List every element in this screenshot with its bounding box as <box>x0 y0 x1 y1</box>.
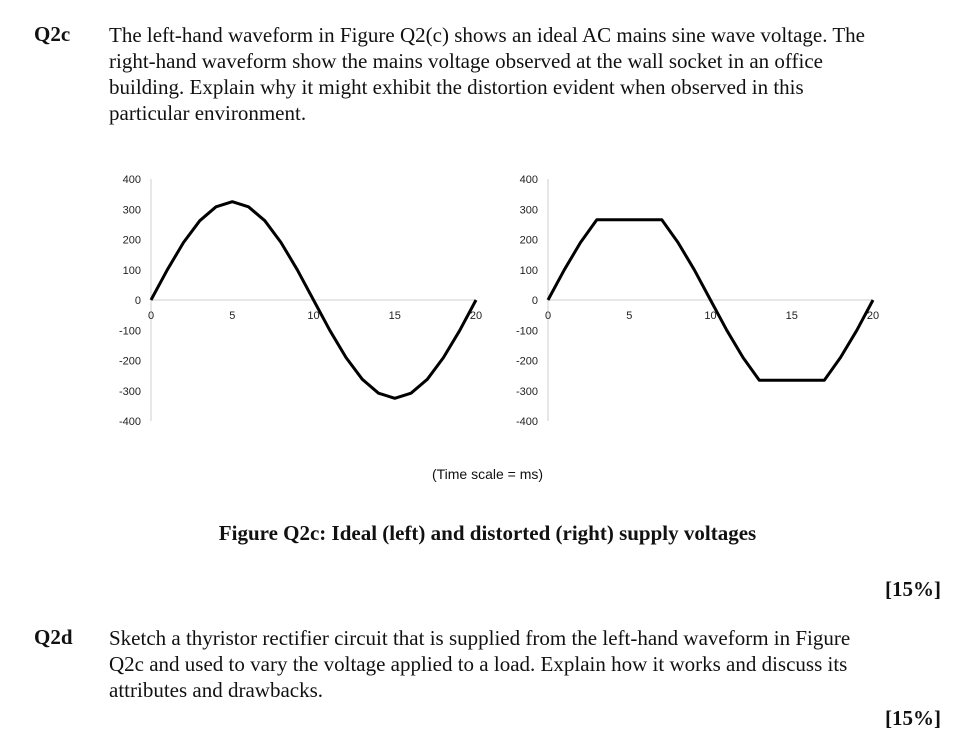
marks-q2d: [15%] <box>885 706 941 730</box>
y-tick-label: -400 <box>118 416 141 428</box>
y-tick-label: -400 <box>515 416 538 428</box>
y-tick-label: -300 <box>118 385 141 398</box>
y-tick-label: 100 <box>519 264 538 277</box>
y-tick-label: 200 <box>122 234 141 247</box>
x-tick-label: 0 <box>544 310 552 322</box>
figure-caption: Figure Q2c: Ideal (left) and distorted (right) supply voltages <box>218 521 757 545</box>
x-tick-label: 10 <box>704 310 717 322</box>
y-tick-label: -200 <box>118 355 141 368</box>
y-tick-label: 400 <box>122 174 141 186</box>
x-tick-label: 0 <box>147 310 155 322</box>
question-label-q2d: Q2d <box>34 625 73 649</box>
y-tick-label: 0 <box>531 295 538 307</box>
q2c-line: The left-hand waveform in Figure Q2(c) shows an ideal AC mains sine wave voltage. The <box>109 23 865 47</box>
x-tick-label: 15 <box>785 310 798 322</box>
x-tick-label: 10 <box>307 310 320 322</box>
x-tick-label: 20 <box>866 310 880 322</box>
x-tick-label: 5 <box>626 310 633 322</box>
y-tick-label: 400 <box>519 174 538 186</box>
q2c-line: particular environment. <box>109 101 307 125</box>
marks-q2c: [15%] <box>885 577 941 601</box>
x-tick-label: 5 <box>229 310 236 322</box>
y-tick-label: 300 <box>122 204 141 217</box>
y-tick-label: 200 <box>519 234 538 247</box>
y-tick-label: -200 <box>515 355 538 368</box>
q2c-line: building. Explain why it might exhibit the distortion evident when observed in this <box>109 75 804 99</box>
q2d-line: attributes and drawbacks. <box>109 678 324 702</box>
y-tick-label: 100 <box>122 264 141 277</box>
q2d-line: Q2c and used to vary the voltage applied to a load. Explain how it works and discuss its <box>109 652 848 676</box>
time-scale-label: (Time scale = ms) <box>431 466 544 482</box>
y-tick-label: -100 <box>118 325 141 338</box>
y-tick-label: 300 <box>519 204 538 217</box>
y-tick-label: 0 <box>134 295 141 307</box>
y-tick-label: -100 <box>515 325 538 338</box>
question-label-q2c: Q2c <box>34 22 71 46</box>
question-text-q2d <box>109 625 949 703</box>
x-tick-label: 20 <box>469 310 483 322</box>
x-tick-label: 15 <box>388 310 401 322</box>
q2d-line: Sketch a thyristor rectifier circuit that is supplied from the left-hand waveform in Figure <box>109 626 851 650</box>
y-tick-label: -300 <box>515 385 538 398</box>
q2c-line: right-hand waveform show the mains voltage observed at the wall socket in an office <box>109 49 823 73</box>
